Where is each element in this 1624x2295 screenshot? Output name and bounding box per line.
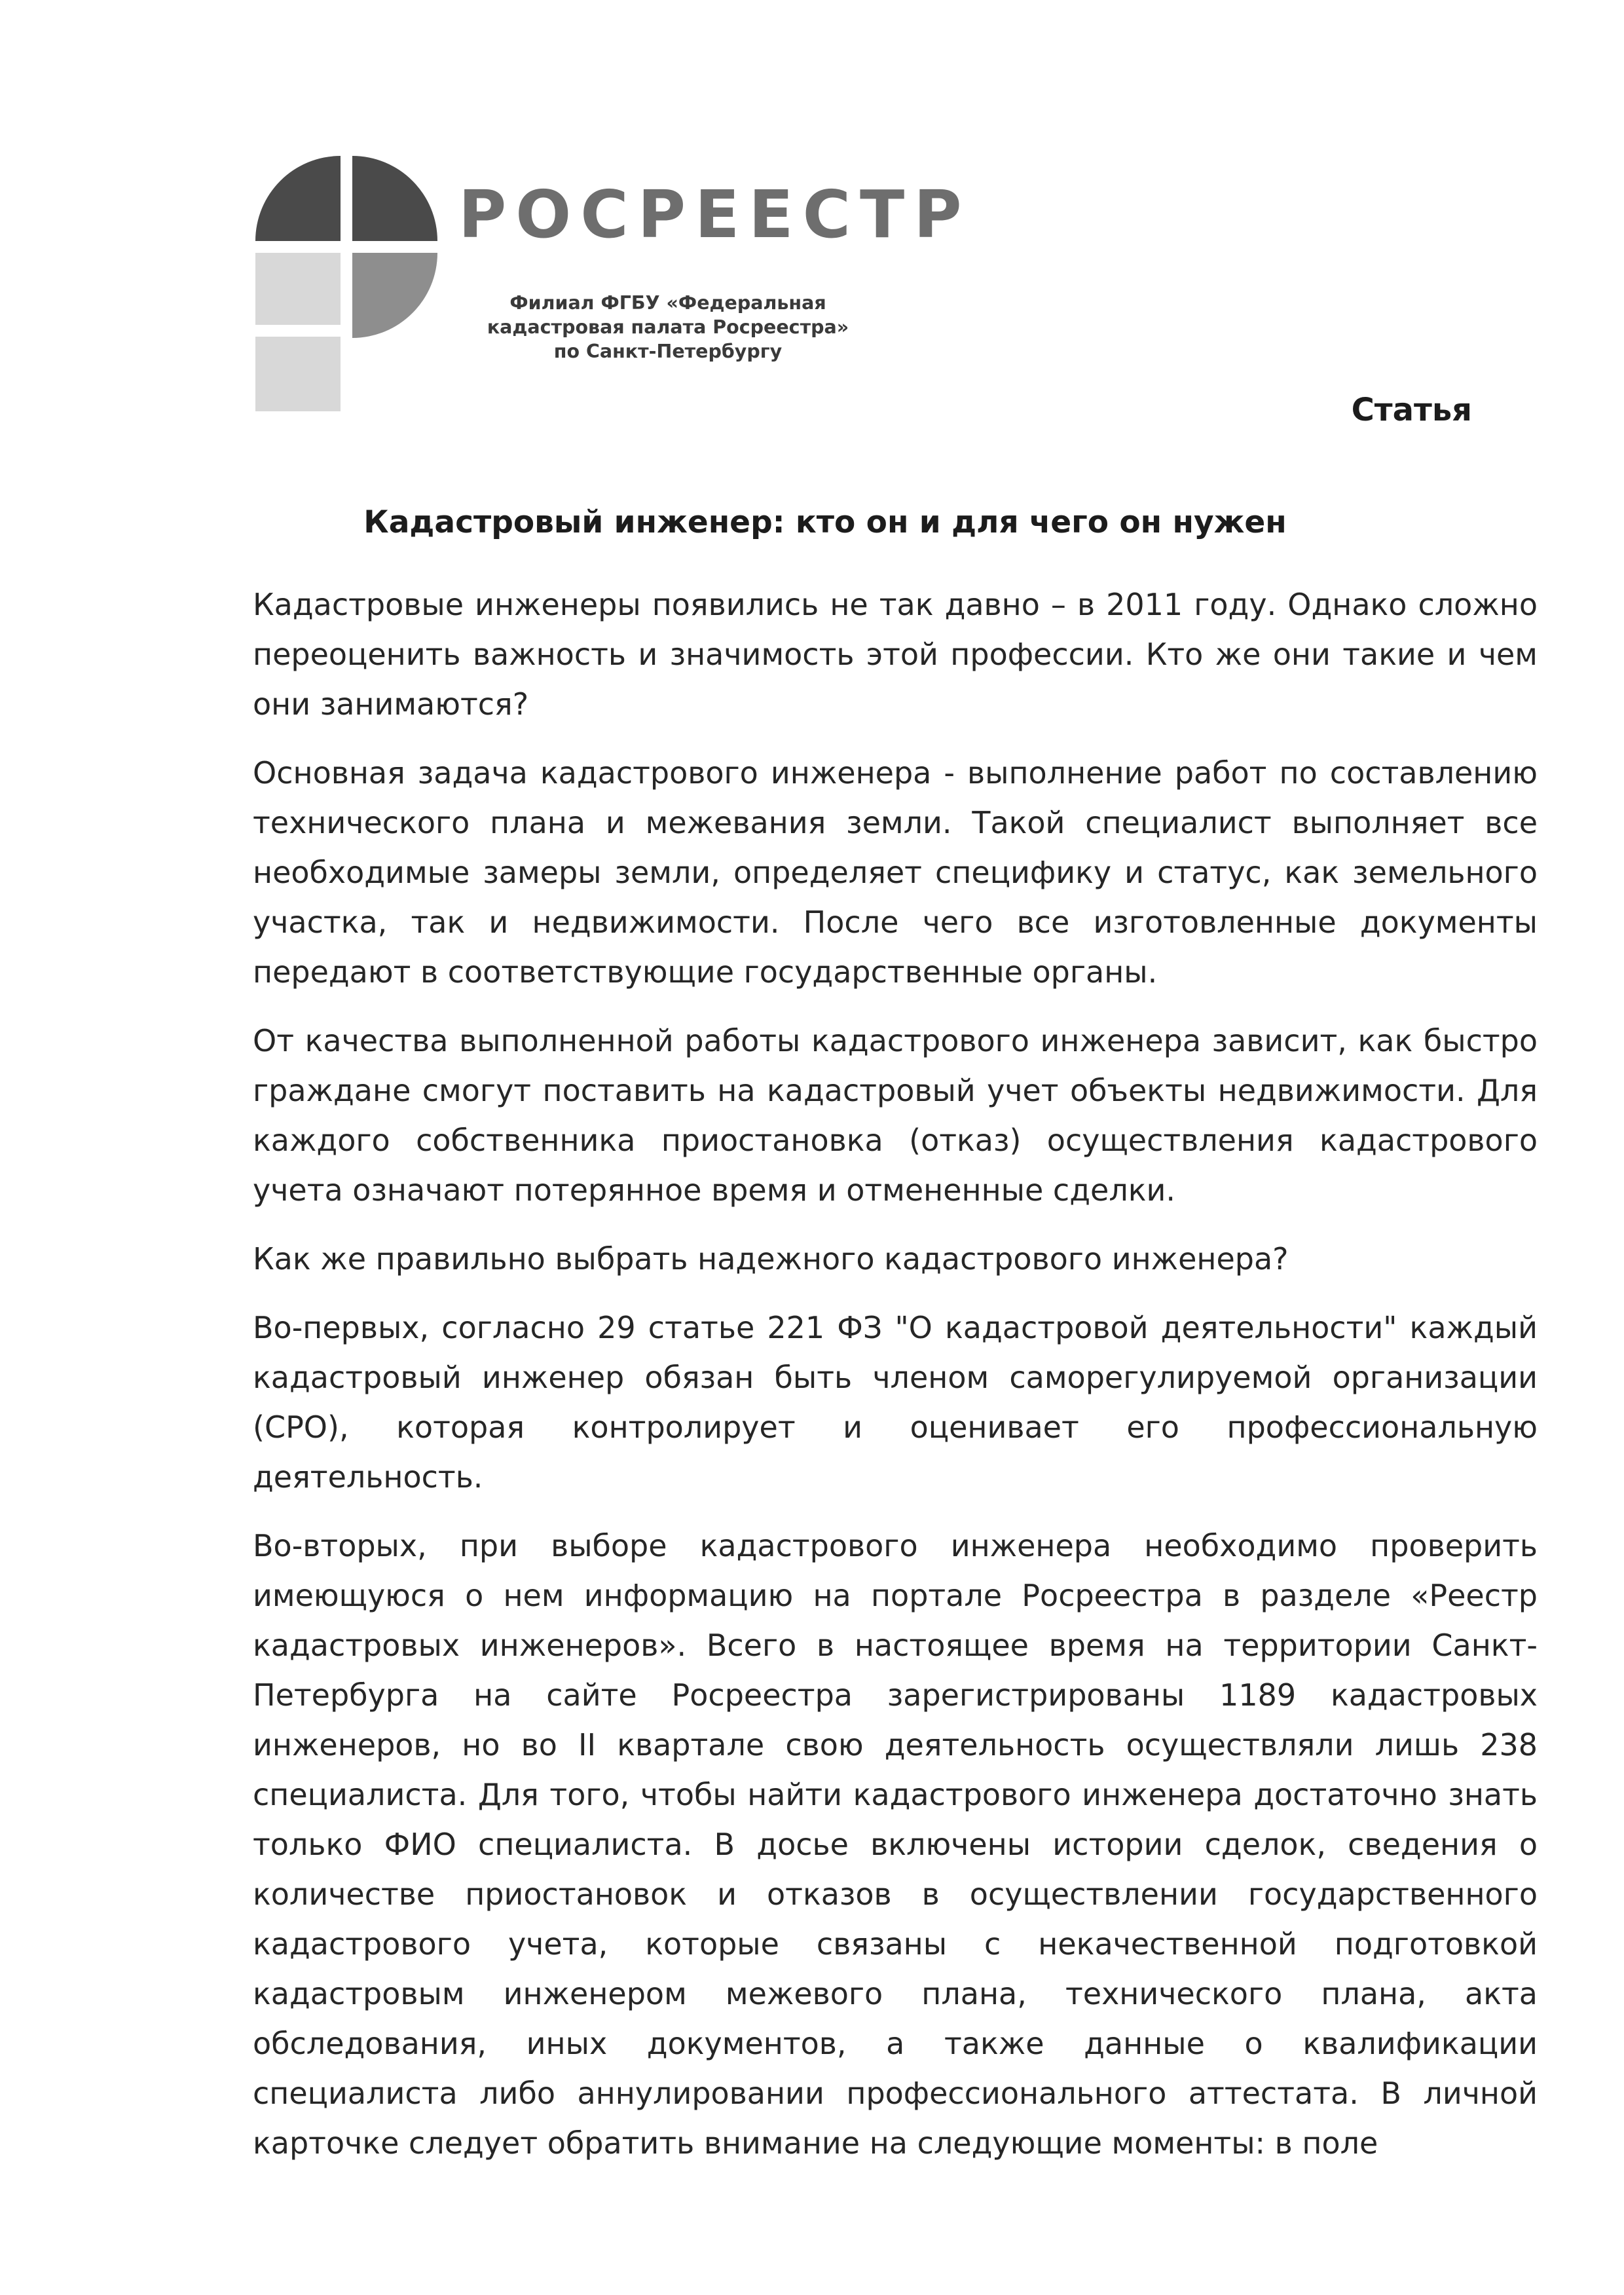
article-paragraph: Кадастровые инженеры появились не так давно – в 2011 году. Однако сложно переоценить важность и значимость этой профессии. Кто же они такие и чем они занимаются?	[253, 587, 1538, 722]
logo-quadrant-dark-right	[352, 156, 437, 241]
article-paragraph: Во-первых, согласно 29 статье 221 ФЗ "О кадастровой деятельности" каждый кадастровый инженер обязан быть членом саморегулируемой организации (СРО), которая контролирует и оценивает его профессиональную деятельность.	[253, 1310, 1538, 1495]
document-type-label: Статья	[1351, 392, 1472, 428]
article-paragraph: Во-вторых, при выборе кадастрового инженера необходимо проверить имеющуюся о нем информацию на портале Росреестра в разделе «Реестр кадастровых инженеров». Всего в настоящее время на территории Санкт-Петербурга на сайте Росреестра зарегистрированы 1189 кадастровых инженеров, но во II квартале свою деятельность осуществляли лишь 238 специалиста. Для того, чтобы найти кадастрового инженера достаточно знать только ФИО специалиста. В досье включены истории сделок, сведения о количестве приостановок и отказов в осуществлении государственного кадастрового учета, которые связаны с некачественной подготовкой кадастровым инженером межевого плана, технического плана, акта обследования, иных документов, а также данные о квалификации специалиста либо аннулировании профессионального аттестата. В личной карточке следует обратить внимание на следующие моменты: в поле	[253, 1528, 1538, 2161]
logo-block-light	[255, 253, 341, 325]
rosreestr-logo-icon	[255, 156, 452, 411]
article-body	[253, 580, 1538, 2168]
article-paragraph: От качества выполненной работы кадастрового инженера зависит, как быстро граждане смогут поставить на кадастровый учет объекты недвижимости. Для каждого собственника приостановка (отказ) осуществления кадастрового учета означают потерянное время и отмененные сделки.	[253, 1023, 1538, 1208]
logo-subtitle-line: Филиал ФГБУ «Федеральная	[509, 292, 826, 314]
logo-subtitle	[471, 291, 864, 364]
logo-stem-light	[255, 337, 341, 411]
logo-quadrant-mid	[352, 253, 437, 338]
article-paragraph: Как же правильно выбрать надежного кадастрового инженера?	[253, 1241, 1289, 1277]
logo-wordmark: РОСРЕЕСТР	[458, 176, 971, 253]
article-paragraph: Основная задача кадастрового инженера - выполнение работ по составлению технического плана и межевания земли. Такой специалист выполняет все необходимые замеры земли, определяет специфику и статус, как земельного участка, так и недвижимости. После чего все изготовленные документы передают в соответствующие государственные органы.	[253, 755, 1538, 990]
logo-subtitle-line: кадастровая палата Росреестра»	[487, 316, 849, 338]
article-title: Кадастровый инженер: кто он и для чего он нужен	[363, 504, 1287, 540]
logo-quadrant-dark	[255, 156, 341, 241]
logo-subtitle-line: по Санкт-Петербургу	[553, 341, 783, 362]
